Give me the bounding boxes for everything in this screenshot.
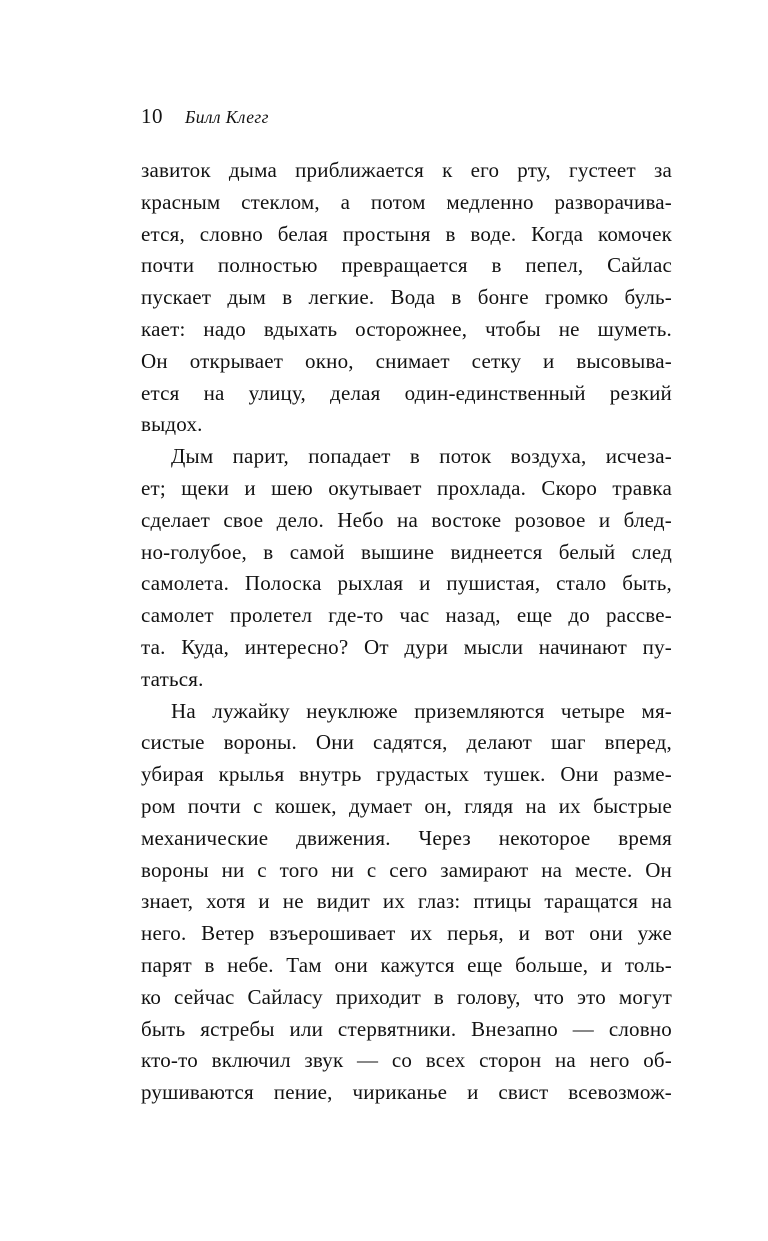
text-line: почти полностью превращается в пепел, Сайлас xyxy=(141,253,672,278)
running-header-author: Билл Клегг xyxy=(185,107,269,127)
text-line: завиток дыма приближается к его рту, густеет за xyxy=(141,158,672,182)
text-line: ром почти с кошек, думает он, глядя на их быстрые xyxy=(141,793,672,818)
page-text xyxy=(141,155,672,1109)
text-line: кто-то включил звук — со всех сторон на него об- xyxy=(141,1048,672,1073)
text-line: Он открывает окно, снимает сетку и высовыва- xyxy=(141,348,672,373)
text-line: та. Куда, интересно? От дури мысли начинают пу- xyxy=(141,634,672,659)
text-line: быть ястребы или стервятники. Внезапно — словно xyxy=(141,1016,672,1041)
text-line: кает: надо вдыхать осторожнее, чтобы не шуметь. xyxy=(141,316,672,341)
text-line: таться. xyxy=(141,666,204,691)
text-line: систые вороны. Они садятся, делают шаг вперед, xyxy=(141,730,672,755)
text-line: него. Ветер взъерошивает их перья, и вот они уже xyxy=(141,921,672,946)
text-line: механические движения. Через некоторое время xyxy=(141,825,672,850)
text-line: красным стеклом, а потом медленно разворачива- xyxy=(141,189,672,214)
text-line: вороны ни с того ни с сего замирают на месте. Он xyxy=(141,857,672,882)
text-line: самолета. Полоска рыхлая и пушистая, стало быть, xyxy=(141,571,672,596)
text-line: На лужайку неуклюже приземляются четыре мя- xyxy=(171,698,672,723)
running-header xyxy=(141,104,672,129)
text-line: самолет пролетел где-то час назад, еще до рассве- xyxy=(141,603,672,628)
text-line: пускает дым в легкие. Вода в бонге громко буль- xyxy=(141,285,672,310)
text-line: ко сейчас Сайласу приходит в голову, что это могут xyxy=(141,984,672,1009)
text-line: Дым парит, попадает в поток воздуха, исчеза- xyxy=(171,444,672,469)
paragraph xyxy=(141,441,672,695)
text-line: ется, словно белая простыня в воде. Когда комочек xyxy=(141,221,672,246)
text-line: парят в небе. Там они кажутся еще больше, и толь- xyxy=(141,952,672,977)
paragraph xyxy=(141,696,672,1109)
text-line: рушиваются пение, чириканье и свист всевозмож- xyxy=(141,1080,672,1105)
text-line: убирая крылья внутрь грудастых тушек. Они разме- xyxy=(141,762,672,787)
text-line: ет; щеки и шею окутывает прохлада. Скоро травка xyxy=(141,475,672,500)
text-line: ется на улицу, делая один-единственный резкий xyxy=(141,380,672,405)
text-line: сделает свое дело. Небо на востоке розовое и блед- xyxy=(141,507,672,532)
text-line: знает, хотя и не видит их глаз: птицы таращатся на xyxy=(141,889,672,914)
text-line: выдох. xyxy=(141,412,203,437)
page-number: 10 xyxy=(141,104,163,128)
paragraph xyxy=(141,155,672,441)
text-line: но-голубое, в самой вышине виднеется белый след xyxy=(141,539,672,564)
